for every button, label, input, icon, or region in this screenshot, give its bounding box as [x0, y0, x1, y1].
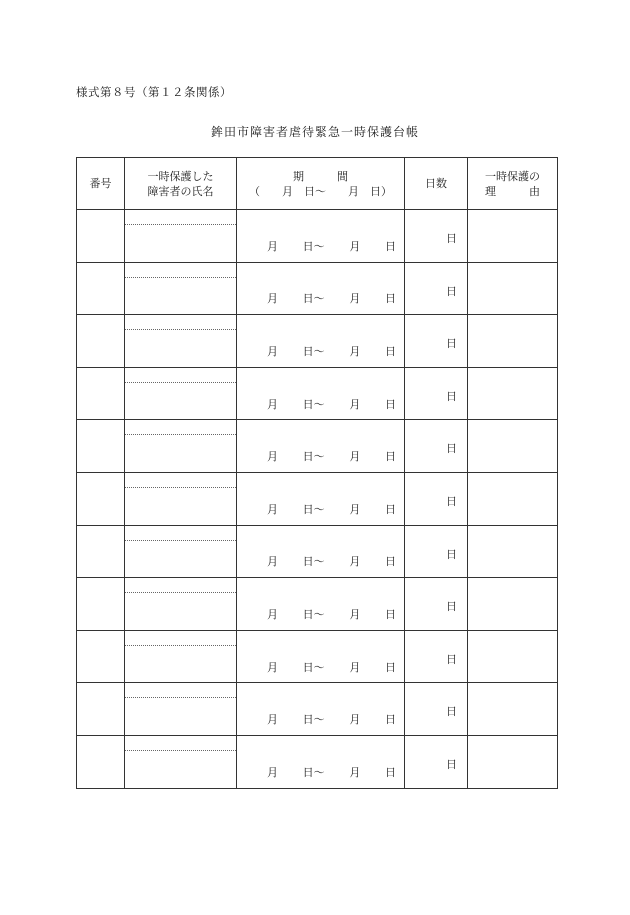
cell-period[interactable] — [237, 367, 405, 420]
cell-number[interactable] — [77, 367, 125, 420]
cell-name[interactable] — [125, 735, 237, 788]
cell-period[interactable] — [237, 735, 405, 788]
cell-name[interactable] — [125, 210, 237, 263]
cell-days[interactable] — [405, 210, 468, 263]
cell-number[interactable] — [77, 735, 125, 788]
cell-days[interactable] — [405, 315, 468, 368]
days-unit: 日 — [446, 494, 457, 508]
period-month-start: 月 — [267, 502, 278, 516]
days-unit: 日 — [446, 547, 457, 561]
period-day-start: 日〜 — [302, 239, 325, 253]
period-month-end: 月 — [349, 660, 361, 674]
header-period-line1: 期 間 — [293, 169, 348, 183]
period-month-start: 月 — [267, 292, 278, 306]
table-row — [77, 315, 558, 368]
days-unit: 日 — [446, 442, 457, 456]
cell-days[interactable] — [405, 472, 468, 525]
cell-period[interactable] — [237, 210, 405, 263]
cell-name[interactable] — [125, 262, 237, 315]
cell-name[interactable] — [125, 525, 237, 578]
ledger-body — [77, 210, 558, 789]
cell-reason[interactable] — [468, 578, 558, 631]
cell-name[interactable] — [125, 683, 237, 736]
period-month-end: 月 — [349, 239, 361, 253]
period-day-end: 日 — [384, 660, 396, 674]
period-month-start: 月 — [267, 660, 278, 674]
header-number: 番号 — [77, 158, 125, 210]
table-row — [77, 472, 558, 525]
header-days: 日数 — [405, 158, 468, 210]
table-row — [77, 578, 558, 631]
table-row — [77, 210, 558, 263]
period-day-end: 日 — [384, 713, 396, 727]
name-furigana-line — [125, 578, 236, 593]
cell-period[interactable] — [237, 262, 405, 315]
days-unit: 日 — [446, 389, 457, 403]
table-row — [77, 525, 558, 578]
table-row — [77, 367, 558, 420]
days-unit: 日 — [446, 600, 457, 614]
days-unit: 日 — [446, 705, 457, 719]
name-furigana-line — [125, 315, 236, 330]
period-month-start: 月 — [267, 555, 278, 569]
period-month-end: 月 — [349, 607, 361, 621]
period-month-start: 月 — [267, 450, 278, 464]
period-month-end: 月 — [349, 344, 361, 358]
period-month-start: 月 — [267, 713, 278, 727]
period-month-end: 月 — [349, 713, 361, 727]
page-title: 鉾田市障害者虐待緊急一時保護台帳 — [210, 125, 419, 139]
period-month-start: 月 — [267, 397, 278, 411]
name-furigana-line — [125, 526, 236, 541]
cell-days[interactable] — [405, 262, 468, 315]
header-period-line2: （ 月 日〜 月 日） — [249, 184, 392, 198]
cell-reason[interactable] — [468, 525, 558, 578]
period-month-start: 月 — [267, 239, 278, 253]
cell-number[interactable] — [77, 262, 125, 315]
period-month-end: 月 — [349, 450, 361, 464]
header-name — [125, 158, 237, 210]
cell-period[interactable] — [237, 578, 405, 631]
cell-period[interactable] — [237, 630, 405, 683]
cell-number[interactable] — [77, 578, 125, 631]
cell-number[interactable] — [77, 630, 125, 683]
period-day-start: 日〜 — [302, 292, 325, 306]
name-furigana-line — [125, 736, 236, 751]
cell-period[interactable] — [237, 420, 405, 473]
cell-days[interactable] — [405, 578, 468, 631]
period-day-end: 日 — [384, 397, 396, 411]
period-day-start: 日〜 — [302, 713, 325, 727]
period-day-end: 日 — [384, 765, 396, 779]
name-furigana-line — [125, 368, 236, 383]
header-period — [237, 158, 405, 210]
cell-reason[interactable] — [468, 262, 558, 315]
cell-days[interactable] — [405, 683, 468, 736]
period-day-end: 日 — [384, 344, 396, 358]
cell-name[interactable] — [125, 315, 237, 368]
cell-period[interactable] — [237, 683, 405, 736]
ledger-table — [76, 157, 558, 789]
period-day-end: 日 — [384, 607, 396, 621]
period-month-start: 月 — [267, 344, 278, 358]
days-unit: 日 — [446, 337, 457, 351]
cell-days[interactable] — [405, 525, 468, 578]
period-day-end: 日 — [384, 239, 396, 253]
period-month-end: 月 — [349, 397, 361, 411]
cell-number[interactable] — [77, 472, 125, 525]
cell-reason[interactable] — [468, 367, 558, 420]
name-furigana-line — [125, 683, 236, 698]
cell-reason[interactable] — [468, 683, 558, 736]
cell-name[interactable] — [125, 472, 237, 525]
cell-name[interactable] — [125, 578, 237, 631]
header-reason-line2: 理 由 — [485, 184, 540, 198]
table-row — [77, 630, 558, 683]
period-day-end: 日 — [384, 502, 396, 516]
cell-days[interactable] — [405, 630, 468, 683]
name-furigana-line — [125, 210, 236, 225]
period-day-start: 日〜 — [302, 502, 325, 516]
cell-number[interactable] — [77, 315, 125, 368]
period-day-start: 日〜 — [302, 397, 325, 411]
period-day-start: 日〜 — [302, 607, 325, 621]
period-day-start: 日〜 — [302, 555, 325, 569]
period-month-start: 月 — [267, 607, 278, 621]
cell-number[interactable] — [77, 210, 125, 263]
name-furigana-line — [125, 631, 236, 646]
period-month-end: 月 — [349, 765, 361, 779]
name-furigana-line — [125, 263, 236, 278]
table-row — [77, 262, 558, 315]
period-day-start: 日〜 — [302, 765, 325, 779]
days-unit: 日 — [446, 232, 457, 245]
period-day-start: 日〜 — [302, 660, 325, 674]
cell-reason[interactable] — [468, 735, 558, 788]
period-month-start: 月 — [267, 765, 278, 779]
form-number: 様式第８号（第１２条関係） — [76, 85, 232, 99]
period-day-end: 日 — [384, 450, 396, 464]
cell-period[interactable] — [237, 525, 405, 578]
name-furigana-line — [125, 420, 236, 435]
cell-name[interactable] — [125, 630, 237, 683]
days-unit: 日 — [446, 284, 457, 298]
period-day-start: 日〜 — [302, 450, 325, 464]
cell-reason[interactable] — [468, 472, 558, 525]
table-row — [77, 735, 558, 788]
cell-reason[interactable] — [468, 630, 558, 683]
cell-period[interactable] — [237, 472, 405, 525]
period-day-start: 日〜 — [302, 344, 325, 358]
cell-reason[interactable] — [468, 420, 558, 473]
cell-name[interactable] — [125, 367, 237, 420]
table-row — [77, 420, 558, 473]
header-reason-line1: 一時保護の — [485, 169, 540, 183]
cell-reason[interactable] — [468, 210, 558, 263]
name-furigana-line — [125, 473, 236, 488]
header-reason — [468, 158, 558, 210]
table-row — [77, 683, 558, 736]
cell-number[interactable] — [77, 420, 125, 473]
cell-number[interactable] — [77, 525, 125, 578]
period-day-end: 日 — [384, 555, 396, 569]
cell-number[interactable] — [77, 683, 125, 736]
header-name-line1: 一時保護した — [147, 169, 214, 183]
cell-days[interactable] — [405, 420, 468, 473]
days-unit: 日 — [446, 757, 457, 771]
cell-period[interactable] — [237, 315, 405, 368]
period-month-end: 月 — [349, 502, 361, 516]
period-month-end: 月 — [349, 555, 361, 569]
header-name-line2: 障害者の氏名 — [147, 184, 214, 198]
period-month-end: 月 — [349, 292, 361, 306]
cell-reason[interactable] — [468, 315, 558, 368]
table-header-row — [77, 158, 558, 210]
period-day-end: 日 — [384, 292, 396, 306]
cell-days[interactable] — [405, 735, 468, 788]
cell-days[interactable] — [405, 367, 468, 420]
cell-name[interactable] — [125, 420, 237, 473]
days-unit: 日 — [446, 652, 457, 666]
